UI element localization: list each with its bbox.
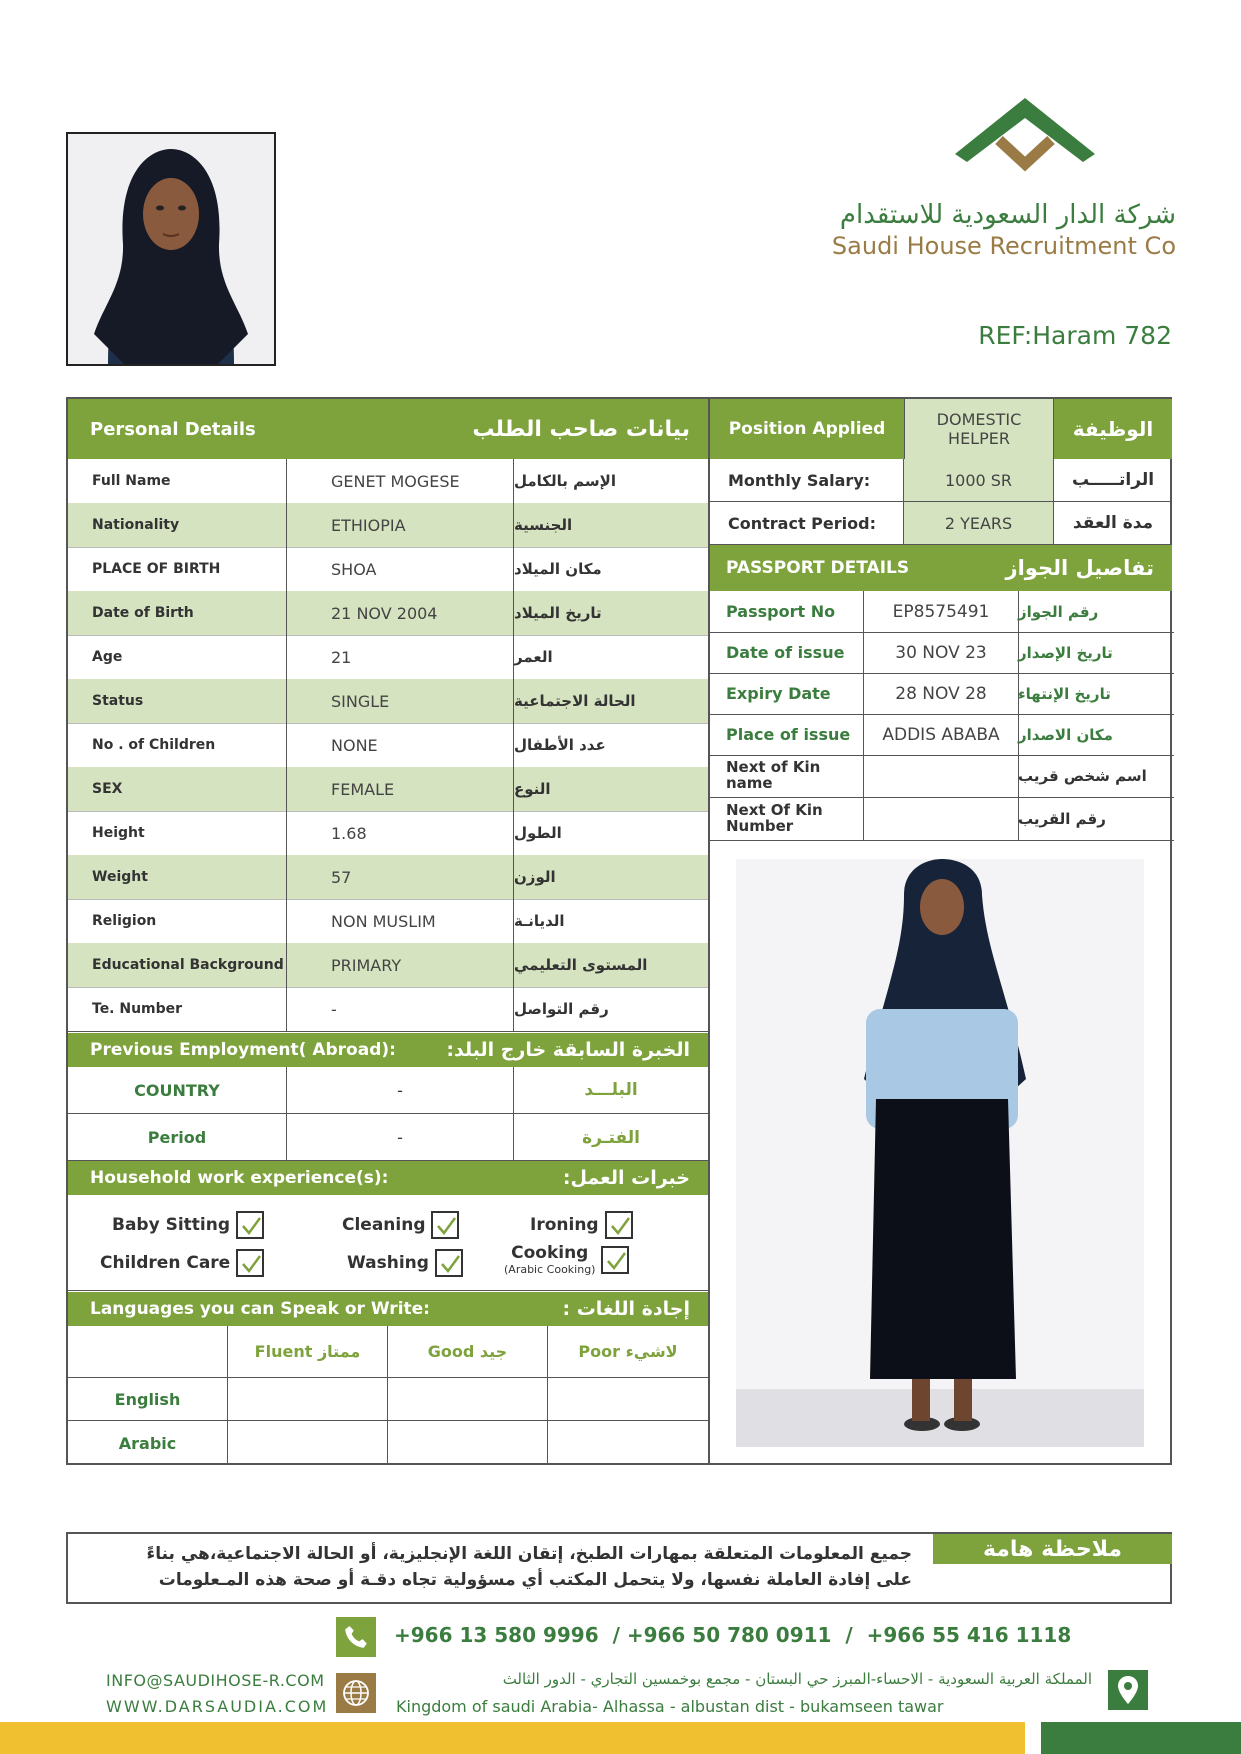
table-row: Height 1.68 الطول	[68, 811, 708, 856]
company-name-en: Saudi House Recruitment Co	[831, 232, 1176, 260]
household-checklist	[68, 1195, 708, 1291]
table-row: Passport No EP8575491 رقم الجواز	[710, 591, 1174, 633]
personal-details-table	[68, 459, 708, 1031]
table-row: PLACE OF BIRTH SHOA مكان الميلاد	[68, 547, 708, 592]
arabic-good-cell[interactable]	[388, 1421, 548, 1465]
ironing-item: Ironing	[530, 1211, 633, 1239]
note-title: ملاحظة هامة	[933, 1534, 1172, 1564]
ref-number: REF:Haram 782	[978, 321, 1172, 350]
languages-header: Languages you can Speak or Write: إجادة اللغات :	[68, 1292, 708, 1326]
position-label-ar: الوظيفة	[1054, 399, 1172, 459]
checkbox-checked-icon[interactable]	[435, 1249, 463, 1277]
table-row: Full Name GENET MOGESE الإسم بالكامل	[68, 459, 708, 504]
table-row: Place of issue ADDIS ABABA مكان الاصدار	[710, 714, 1174, 756]
table-row: Next Of Kin Number رقم القريب	[710, 797, 1174, 841]
checkbox-checked-icon[interactable]	[236, 1249, 264, 1277]
table-row: COUNTRY - البلـــد	[68, 1067, 708, 1114]
table-row: Weight 57 الوزن	[68, 855, 708, 900]
footer-bar-green	[1041, 1722, 1241, 1754]
portrait-photo	[66, 132, 276, 366]
main-form	[66, 397, 1172, 1465]
english-poor-cell[interactable]	[548, 1378, 708, 1421]
arabic-fluent-cell[interactable]	[228, 1421, 388, 1465]
languages-table	[68, 1326, 708, 1465]
contract-row: Contract Period: 2 YEARS مدة العقد	[710, 502, 1172, 545]
fluent-column: Fluent ممتاز	[228, 1326, 388, 1378]
previous-employment-table	[68, 1067, 708, 1161]
note-line-2: على إفادة العاملة نفسها، ولا يتحمل المكتب أي مسؤولية تجاه دقـة أو صحة هذه المـعلومات	[158, 1570, 912, 1590]
company-logo	[955, 96, 1095, 186]
english-fluent-cell[interactable]	[228, 1378, 388, 1421]
household-header: Household work experience(s): خبرات العمل:	[68, 1161, 708, 1195]
address-en: Kingdom of saudi Arabia- Alhassa - albustan dist - bukamseen tawar	[396, 1697, 944, 1716]
good-column: Good جيد	[388, 1326, 548, 1378]
checkbox-checked-icon[interactable]	[601, 1246, 629, 1274]
table-row: Educational Background PRIMARY المستوى التعليمي	[68, 943, 708, 988]
passport-header: PASSPORT DETAILS تفاصيل الجواز	[710, 545, 1172, 591]
checkbox-checked-icon[interactable]	[431, 1211, 459, 1239]
table-row: Status SINGLE الحالة الاجتماعية	[68, 679, 708, 724]
salary-row: Monthly Salary: 1000 SR الراتـــــب	[710, 459, 1172, 502]
table-row: Te. Number - رقم التواصل	[68, 987, 708, 1032]
washing-item: Washing	[347, 1249, 463, 1277]
full-body-photo	[736, 859, 1144, 1447]
company-name-ar: شركة الدار السعودية للاستقدام	[839, 200, 1176, 230]
previous-employment-header: Previous Employment( Abroad): الخبرة السابقة خارج البلد:	[68, 1033, 708, 1067]
english-label: English	[68, 1378, 228, 1421]
poor-column: Poor لاشيء	[548, 1326, 708, 1378]
passport-table	[710, 591, 1174, 840]
arabic-poor-cell[interactable]	[548, 1421, 708, 1465]
checkbox-checked-icon[interactable]	[605, 1211, 633, 1239]
address-ar: المملكة العربية السعودية - الاحساء-المبرز حي البستان - مجمع بوخمسين التجاري - الدور الثالث	[502, 1670, 1092, 1688]
table-row: Period - الفتـرة	[68, 1114, 708, 1161]
checkbox-checked-icon[interactable]	[236, 1211, 264, 1239]
cooking-item: Cooking (Arabic Cooking)	[504, 1245, 629, 1275]
table-row: No . of Children NONE عدد الأطفال	[68, 723, 708, 768]
table-row: Religion NON MUSLIM الديانـة	[68, 899, 708, 944]
english-good-cell[interactable]	[388, 1378, 548, 1421]
kin-name-field[interactable]	[864, 755, 1019, 797]
baby-sitting-item: Baby Sitting	[112, 1211, 264, 1239]
position-section	[710, 399, 1172, 459]
position-value: DOMESTIC HELPER	[904, 399, 1054, 459]
note-line-1: جميع المعلومات المتعلقة بمهارات الطبخ، إتقان اللغة الإنجليزية، أو الحالة الاجتماعية،هي بناءً	[146, 1544, 912, 1564]
table-row: Age 21 العمر	[68, 635, 708, 680]
position-applied-label: Position Applied	[710, 399, 904, 459]
children-care-item: Children Care	[100, 1249, 264, 1277]
table-row: Nationality ETHIOPIA الجنسية	[68, 503, 708, 548]
table-row: SEX FEMALE النوع	[68, 767, 708, 812]
table-row: Date of issue 30 NOV 23 تاريخ الإصدار	[710, 632, 1174, 674]
website-link[interactable]: WWW.DARSAUDIA.COM	[106, 1697, 329, 1716]
important-note	[66, 1532, 1172, 1604]
globe-icon	[336, 1673, 376, 1713]
table-row: Date of Birth 21 NOV 2004 تاريخ الميلاد	[68, 591, 708, 636]
email-link[interactable]: INFO@SAUDIHOSE-R.COM	[106, 1671, 325, 1690]
footer-bar-yellow	[0, 1722, 1025, 1754]
phone-numbers: +966 13 580 9996 / +966 50 780 0911 / +966 55 416 1118	[394, 1623, 1072, 1647]
location-pin-icon	[1108, 1670, 1148, 1710]
phone-icon	[336, 1617, 376, 1657]
personal-details-header: Personal Details بيانات صاحب الطلب	[68, 399, 708, 459]
table-row: Next of Kin name اسم شخص قريب	[710, 755, 1174, 798]
arabic-label: Arabic	[68, 1421, 228, 1465]
table-row: Expiry Date 28 NOV 28 تاريخ الإنتهاء	[710, 673, 1174, 715]
cleaning-item: Cleaning	[342, 1211, 459, 1239]
kin-number-field[interactable]	[864, 797, 1019, 840]
